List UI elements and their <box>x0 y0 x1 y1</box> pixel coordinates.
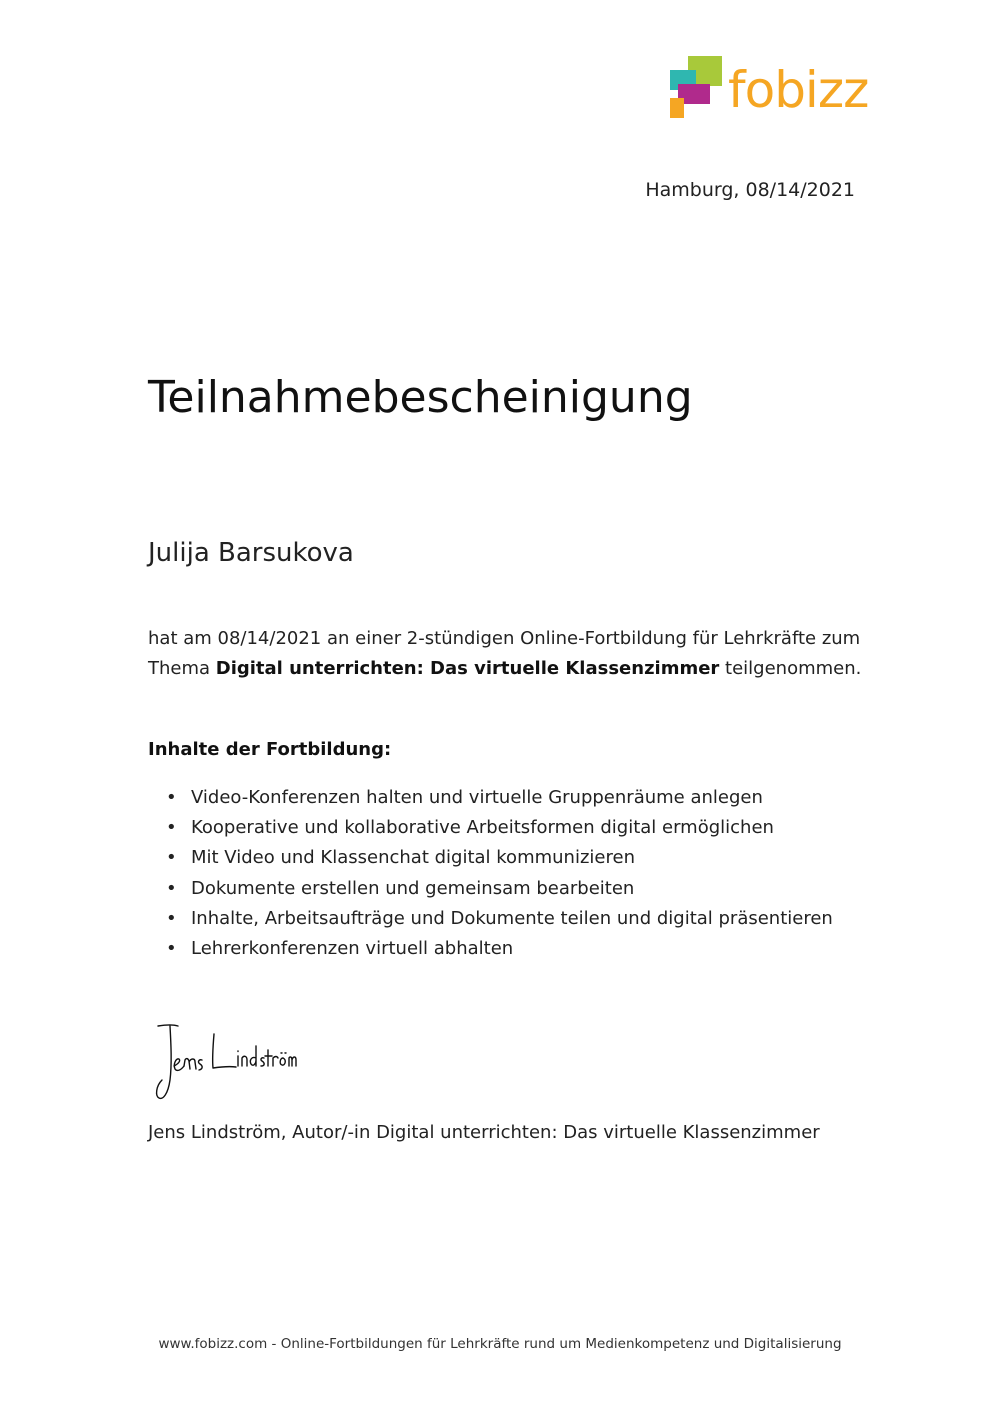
course-title: Digital unterrichten: Das virtuelle Klassenzimmer <box>215 658 720 679</box>
signature-stroke <box>199 1060 203 1070</box>
bullet: • <box>166 877 177 899</box>
bullet: • <box>166 907 177 929</box>
signature-stroke <box>273 1057 278 1067</box>
list-item <box>148 904 868 934</box>
list-item <box>148 874 868 904</box>
list-item <box>148 783 868 813</box>
fobizz-logo-icon <box>668 54 728 124</box>
signature-graphic <box>150 1020 300 1106</box>
logo-wordmark: fobizz <box>728 61 869 119</box>
bullet: • <box>166 938 177 960</box>
list-item <box>148 934 868 964</box>
place-date: Hamburg, 08/14/2021 <box>645 179 855 201</box>
signature-stroke <box>158 1025 178 1026</box>
signature-stroke <box>174 1059 184 1071</box>
signer-line: Jens Lindström, Autor/-in Digital unterrichten: Das virtuelle Klassenzimmer <box>148 1122 820 1143</box>
bullet: • <box>166 787 177 808</box>
signature-stroke <box>242 1056 247 1066</box>
list-item-text: Mit Video und Klassenchat digital kommunizieren <box>191 847 635 869</box>
list-item <box>148 813 868 843</box>
signature-stroke <box>261 1058 264 1066</box>
recipient-name: Julija Barsukova <box>148 538 354 568</box>
signature-stroke <box>184 1059 196 1069</box>
contents-list <box>148 783 868 964</box>
list-item <box>148 843 868 873</box>
list-item-text: Kooperative und kollaborative Arbeitsformen digital ermöglichen <box>191 817 774 839</box>
list-item-text: Inhalte, Arbeitsaufträge und Dokumente teilen und digital präsentieren <box>191 907 833 929</box>
signature-stroke <box>157 1026 172 1098</box>
list-item-text: Dokumente erstellen und gemeinsam bearbeiten <box>191 877 635 899</box>
signature-stroke <box>289 1057 296 1066</box>
signature-stroke <box>250 1046 256 1066</box>
logo-square-orange <box>670 98 684 118</box>
signature-stroke <box>213 1034 236 1068</box>
statement-suffix: teilgenommen. <box>719 658 862 679</box>
certificate-title: Teilnahmebescheinigung <box>148 372 693 423</box>
participation-statement <box>148 624 868 684</box>
fobizz-logo <box>668 54 869 132</box>
contents-heading: Inhalte der Fortbildung: <box>148 739 392 760</box>
list-item-text: Video-Konferenzen halten und virtuelle Gruppenräume anlegen <box>191 787 763 808</box>
handwritten-signature <box>150 1020 300 1106</box>
signature-stroke <box>265 1050 272 1066</box>
signature-stroke <box>280 1053 286 1065</box>
statement-prefix: hat am 08/14/2021 an einer 2-stündigen Online-Fortbildung für Lehrkräfte zum Thema <box>148 628 861 679</box>
list-item-text: Lehrerkonferenzen virtuell abhalten <box>191 938 514 960</box>
footer-text: www.fobizz.com - Online-Fortbildungen für Lehrkräfte rund um Medienkompetenz und Digitalisierung <box>158 1336 842 1352</box>
bullet: • <box>166 847 177 869</box>
bullet: • <box>166 817 177 839</box>
